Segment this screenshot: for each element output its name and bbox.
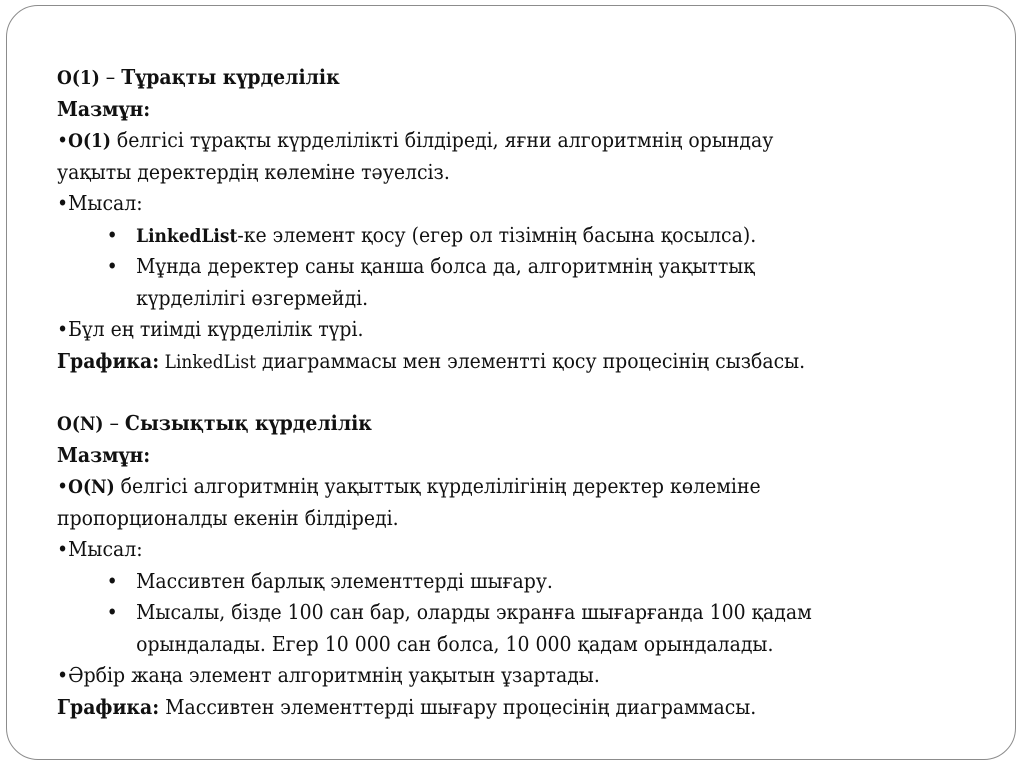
- section2-note: •Әрбір жаңа элемент алгоритмнің уақытын ұзартады.: [57, 663, 600, 687]
- section1-item1-code: LinkedList: [136, 225, 238, 247]
- section2-item2-line2: орындалады. Егер 10 000 сан болса, 10 000 қадам орындалады.: [136, 631, 774, 656]
- section1-graphic-text: диаграммасы мен элементті қосу процесінің сызбасы.: [255, 348, 806, 373]
- section1-note: •Бұл ең тиімді күрделілік түрі.: [57, 317, 364, 341]
- section1-graphic: [57, 346, 959, 378]
- section1-graphic-label: Графика:: [57, 348, 160, 373]
- section1-item2-line1: Мұнда деректер саны қанша болса да, алгоритмнің уақыттық: [136, 254, 755, 278]
- section1-example-item-1: [57, 220, 959, 252]
- section1-heading: [57, 62, 959, 94]
- section1-content-label: Мазмұн:: [57, 96, 151, 121]
- section-gap: [57, 377, 959, 408]
- section1-desc-text-1: белгісі тұрақты күрделілікті білдіреді, яғни алгоритмнің орындау: [110, 128, 774, 152]
- slide-frame: [6, 5, 1016, 760]
- section2-graphic-text: Массивтен элементтерді шығару процесінің диаграммасы.: [159, 694, 757, 719]
- section2-description: [57, 471, 959, 503]
- section1-heading-title: Тұрақты күрделілік: [121, 65, 340, 89]
- section2-heading-code: O(N): [57, 414, 104, 435]
- section2-example-item-1: [57, 566, 959, 598]
- section2-desc-text-2: пропорционалды екенін білдіреді.: [57, 505, 399, 530]
- section2-graphic: [57, 692, 959, 724]
- section2-example-item-2: [57, 597, 959, 629]
- bullet-dot: •: [106, 600, 118, 624]
- bullet-dot: •: [106, 568, 118, 593]
- section2-heading-dash: –: [103, 411, 125, 435]
- section1-example-label: •Мысал:: [57, 191, 143, 215]
- bullet-dot: •: [106, 254, 118, 278]
- section1-desc-code: O(1): [68, 131, 111, 152]
- section2-graphic-label: Графика:: [57, 694, 160, 719]
- slide-content: [57, 62, 959, 723]
- section2-heading: [57, 408, 959, 440]
- section1-item2-line2: күрделілігі өзгермейді.: [136, 285, 369, 310]
- bullet-dot: •: [106, 222, 118, 247]
- section2-item1-text: Массивтен барлық элементтерді шығару.: [136, 568, 553, 593]
- section1-graphic-code: LinkedList: [159, 351, 256, 373]
- section1-example-item-2: [57, 251, 959, 283]
- section1-heading-dash: –: [99, 65, 122, 89]
- section2-heading-title: Сызықтық күрделілік: [124, 411, 372, 435]
- section2-desc-code: O(N): [68, 477, 115, 498]
- section2-content-label: Мазмұн:: [57, 442, 151, 467]
- section2-example-label: •Мысал:: [57, 537, 143, 561]
- section2-desc-bullet: •: [57, 474, 69, 498]
- section1-desc-text-2: уақыты деректердің көлеміне тәуелсіз.: [57, 159, 450, 184]
- section1-description: [57, 125, 959, 157]
- section2-item2-line1: Мысалы, бізде 100 сан бар, оларды экранға шығарғанда 100 қадам: [136, 600, 812, 624]
- section1-item1-text: -ке элемент қосу (егер ол тізімнің басына қосылса).: [237, 222, 757, 247]
- section1-desc-bullet: •: [57, 128, 69, 152]
- section1-heading-code: O(1): [57, 68, 100, 89]
- section2-desc-text-1: белгісі алгоритмнің уақыттық күрделілігінің деректер көлеміне: [114, 474, 761, 498]
